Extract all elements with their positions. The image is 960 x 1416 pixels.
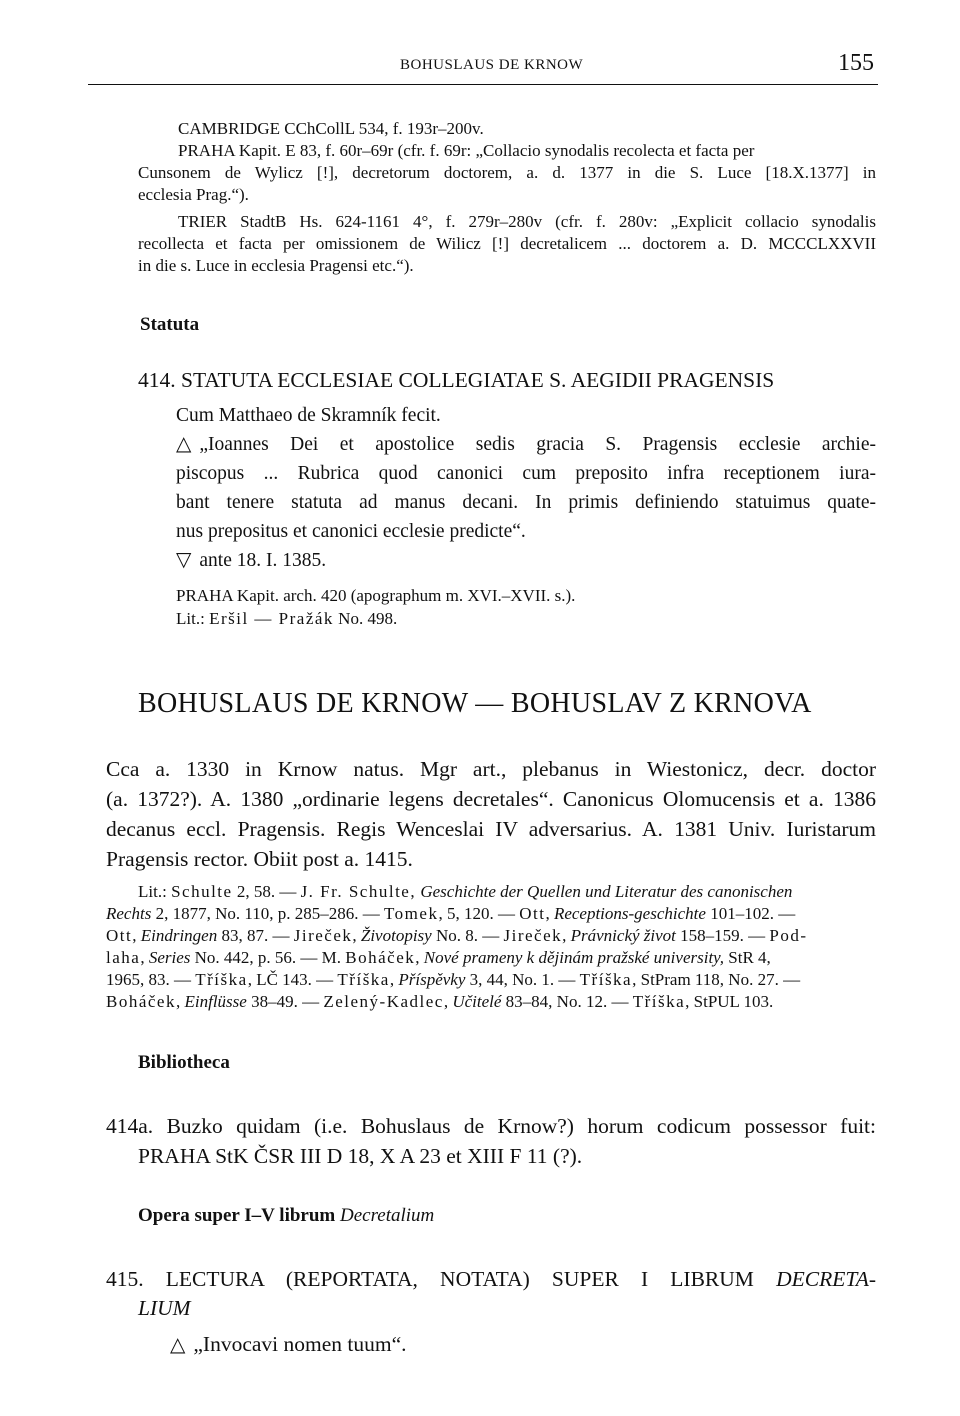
incipit-triangle-icon: △ — [170, 1334, 186, 1356]
section-title: BOHUSLAUS DE KRNOW — BOHUSLAV Z KRNOVA — [138, 688, 812, 719]
date-line: ▽ ante 18. I. 1385. — [176, 546, 326, 575]
ref-line: PRAHA Kapit. E 83, f. 60r–69r (cfr. f. 69r: „Collacio synodalis recolecta et facta per — [178, 141, 755, 160]
literature-line: Lit.: Schulte 2, 58. — J. Fr. Schulte, Geschichte der Quellen und Literatur des canonischen — [138, 882, 793, 901]
header-rule — [88, 84, 878, 85]
ref-line: CAMBRIDGE CChCollL 534, f. 193r–200v. — [178, 119, 484, 138]
literature-line: Rechts 2, 1877, No. 110, p. 285–286. — Tomek, 5, 120. — Ott, Receptions-geschichte 101–102. — — [106, 904, 796, 923]
entry-line: PRAHA StK ČSR III D 18, X A 23 et XIII F 11 (?). — [138, 1144, 583, 1168]
ref-line: recollecta et facta per omissionem de Wilicz [!] decretalicem ... doctorem a. D. MCCCLXXVII — [138, 234, 876, 253]
incipit-line: △ „Ioannes Dei et apostolice sedis gracia S. Pragensis ecclesie archie- — [176, 430, 876, 459]
bio-line: Pragensis rector. Obiit post a. 1415. — [106, 847, 413, 871]
literature-line: Boháček, Einflüsse 38–49. — Zelený-Kadlec, Učitelé 83–84, No. 12. — Tříška, StPUL 103. — [106, 992, 774, 1011]
section-heading: Statuta — [140, 314, 200, 335]
incipit-triangle-icon: △ — [176, 433, 192, 455]
section-heading: Opera super I–V librum Decretalium — [138, 1205, 435, 1226]
bio-line: (a. 1372?). A. 1380 „ordinarie legens decretales“. Canonicus Olomucensis et a. 1386 — [106, 787, 876, 811]
explicit-triangle-icon: ▽ — [176, 549, 192, 571]
page-number: 155 — [838, 50, 874, 76]
entry-line: 414a. Buzko quidam (i.e. Bohuslaus de Krnow?) horum codicum possessor fuit: — [106, 1114, 876, 1138]
literature-line: Lit.: Eršil — Pražák No. 498. — [176, 609, 398, 628]
literature-line: laha, Series No. 442, p. 56. — M. Boháček, Nové prameny k dějinám pražské university, StR 4, — [106, 948, 771, 967]
entry-title-cont: LIUM — [138, 1296, 191, 1320]
ref-line: Cunsonem de Wylicz [!], decretorum doctorem, a. d. 1377 in die S. Luce [18.X.1377] in — [138, 163, 876, 182]
author-line: Cum Matthaeo de Skramník fecit. — [176, 405, 441, 426]
entry-title: 415. LECTURA (REPORTATA, NOTATA) SUPER I LIBRUM DECRETA- — [106, 1267, 876, 1291]
bio-line: decanus eccl. Pragensis. Regis Wenceslai IV adversarius. A. 1381 Univ. Iuristarum — [106, 817, 876, 841]
ref-line: ecclesia Prag.“). — [138, 185, 249, 204]
incipit-line: piscopus ... Rubrica quod canonici cum preposito infra receptionem iura- — [176, 463, 876, 484]
incipit-line: nus prepositus et canonici ecclesie predicte“. — [176, 521, 526, 542]
bio-line: Cca a. 1330 in Krnow natus. Mgr art., plebanus in Wiestonicz, decr. doctor — [106, 757, 876, 781]
entry-title: 414. STATUTA ECCLESIAE COLLEGIATAE S. AEGIDII PRAGENSIS — [138, 368, 775, 392]
incipit-line: △ „Invocavi nomen tuum“. — [170, 1330, 407, 1360]
ref-line: TRIER StadtB Hs. 624-1161 4°, f. 279r–280v (cfr. f. 280v: „Explicit collacio synodalis — [178, 212, 876, 231]
manuscript-line: PRAHA Kapit. arch. 420 (apographum m. XVI.–XVII. s.). — [176, 586, 576, 605]
incipit-line: bant tenere statuta ad manus decani. In primis definiendo statuimus quate- — [176, 492, 876, 513]
ref-line: in die s. Luce in ecclesia Pragensi etc.“). — [138, 256, 414, 275]
section-heading: Bibliotheca — [138, 1052, 230, 1073]
literature-line: Ott, Eindringen 83, 87. — Jireček, Životopisy No. 8. — Jireček, Právnický život 158–159. — Pod- — [106, 926, 808, 945]
running-title: BOHUSLAUS DE KRNOW — [400, 57, 584, 73]
literature-line: 1965, 83. — Tříška, LČ 143. — Tříška, Příspěvky 3, 44, No. 1. — Tříška, StPram 118, No. 27. — — [106, 970, 801, 989]
